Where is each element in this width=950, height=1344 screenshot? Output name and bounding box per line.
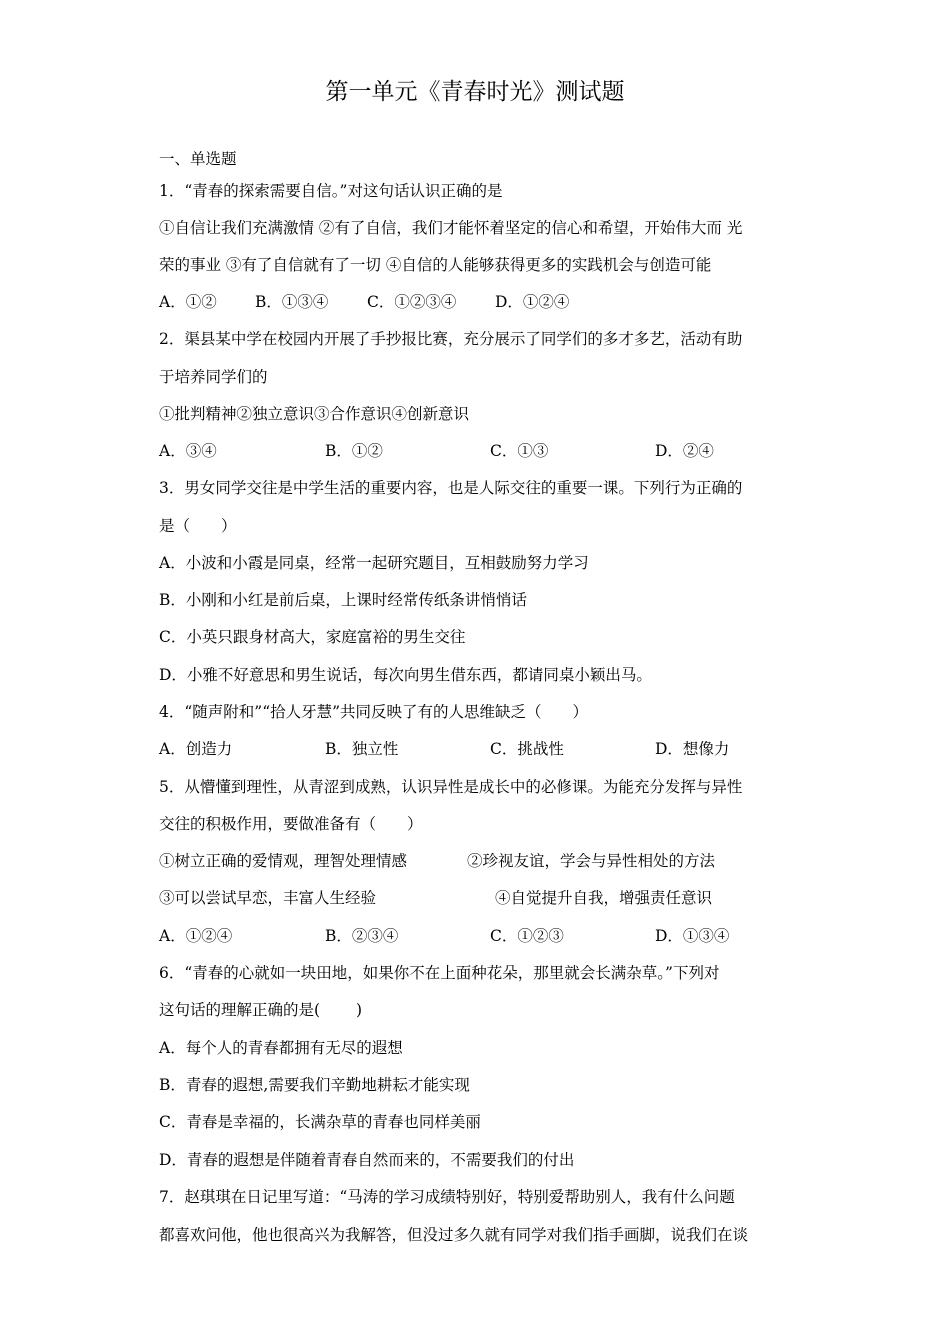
question-6-option-b: B．青春的遐想,需要我们辛勤地耕耘才能实现 xyxy=(159,1076,470,1094)
question-4-options xyxy=(159,738,799,760)
question-2-option-c: C．①③ xyxy=(490,442,549,460)
question-6-stem-line-1: 6．“青春的心就如一块田地，如果你不在上面种花朵，那里就会长满杂草。”下列对 xyxy=(159,964,720,982)
question-7-stem-line-1: 7．赵琪琪在日记里写道：“马涛的学习成绩特别好，特别爱帮助别人，我有什么问题 xyxy=(159,1188,735,1206)
question-6-option-c: C．青春是幸福的，长满杂草的青春也同样美丽 xyxy=(159,1113,481,1131)
question-3-option-a: A．小波和小霞是同桌，经常一起研究题目，互相鼓励努力学习 xyxy=(159,554,589,572)
question-5-statement-3: ③可以尝试早恋，丰富人生经验 xyxy=(159,889,377,907)
question-1-option-c: C．①②③④ xyxy=(367,293,457,311)
question-6-stem-line-2: 这句话的理解正确的是( ) xyxy=(159,1001,363,1019)
question-2-option-b: B．①② xyxy=(325,442,383,460)
question-3-stem-line-2: 是（ ） xyxy=(159,517,237,535)
question-1-statements-line-2: 荣的事业 ③有了自信就有了一切 ④自信的人能够获得更多的实践机会与创造可能 xyxy=(159,256,712,274)
question-5-option-b: B．②③④ xyxy=(325,927,399,945)
question-5-statement-2: ②珍视友谊，学会与异性相处的方法 xyxy=(467,852,716,870)
question-2-option-a: A．③④ xyxy=(159,442,217,460)
question-6-option-a: A．每个人的青春都拥有无尽的遐想 xyxy=(159,1039,403,1057)
question-1-stem: 1．“青春的探索需要自信。”对这句话认识正确的是 xyxy=(159,182,503,200)
question-6-option-d: D．青春的遐想是伴随着青春自然而来的，不需要我们的付出 xyxy=(159,1151,575,1169)
question-1-option-a: A．①② xyxy=(159,293,217,311)
question-5-stem-line-2: 交往的积极作用，要做准备有（ ） xyxy=(159,815,423,833)
question-1-option-b: B．①③④ xyxy=(255,293,329,311)
question-4-stem: 4．“随声附和”“拾人牙慧”共同反映了有的人思维缺乏（ ） xyxy=(159,703,589,721)
page-title: 第一单元《青春时光》测试题 xyxy=(325,79,625,105)
question-1-statements-line-1: ①自信让我们充满激情 ②有了自信，我们才能怀着坚定的信心和希望，开始伟大而 光 xyxy=(159,219,743,237)
question-5-stem-line-1: 5．从懵懂到理性，从青涩到成熟，认识异性是成长中的必修课。为能充分发挥与异性 xyxy=(159,778,743,796)
question-7-stem-line-2: 都喜欢问他，他也很高兴为我解答，但没过多久就有同学对我们指手画脚，说我们在谈 xyxy=(159,1226,749,1244)
question-4-option-d: D．想像力 xyxy=(655,740,730,758)
question-1-option-d: D．①②④ xyxy=(495,293,570,311)
question-4-option-a: A．创造力 xyxy=(159,740,233,758)
question-2-stem-line-2: 于培养同学们的 xyxy=(159,368,268,386)
question-2-options xyxy=(159,440,799,462)
question-2-option-d: D．②④ xyxy=(655,442,714,460)
question-4-option-b: B．独立性 xyxy=(325,740,399,758)
question-3-option-c: C．小英只跟身材高大，家庭富裕的男生交往 xyxy=(159,628,466,646)
question-2-statements: ①批判精神②独立意识③合作意识④创新意识 xyxy=(159,405,470,423)
question-1-options xyxy=(159,291,799,313)
question-5-option-d: D．①③④ xyxy=(655,927,730,945)
question-5-option-c: C．①②③ xyxy=(490,927,564,945)
question-3-stem-line-1: 3．男女同学交往是中学生活的重要内容，也是人际交往的重要一课。下列行为正确的 xyxy=(159,479,743,497)
question-5-option-a: A．①②④ xyxy=(159,927,233,945)
question-5-statements-row-2 xyxy=(159,887,799,909)
question-3-option-d: D．小雅不好意思和男生说话，每次向男生借东西，都请同桌小颖出马。 xyxy=(159,666,652,684)
question-5-statement-4: ④自觉提升自我，增强责任意识 xyxy=(495,889,713,907)
section-heading: 一、单选题 xyxy=(159,150,237,168)
question-4-option-c: C．挑战性 xyxy=(490,740,564,758)
question-5-statements-row-1 xyxy=(159,850,799,872)
question-3-option-b: B．小刚和小红是前后桌，上课时经常传纸条讲悄悄话 xyxy=(159,591,527,609)
question-2-stem-line-1: 2．渠县某中学在校园内开展了手抄报比赛，充分展示了同学们的多才多艺，活动有助 xyxy=(159,330,743,348)
question-5-statement-1: ①树立正确的爱情观，理智处理情感 xyxy=(159,852,408,870)
question-5-options xyxy=(159,925,799,947)
